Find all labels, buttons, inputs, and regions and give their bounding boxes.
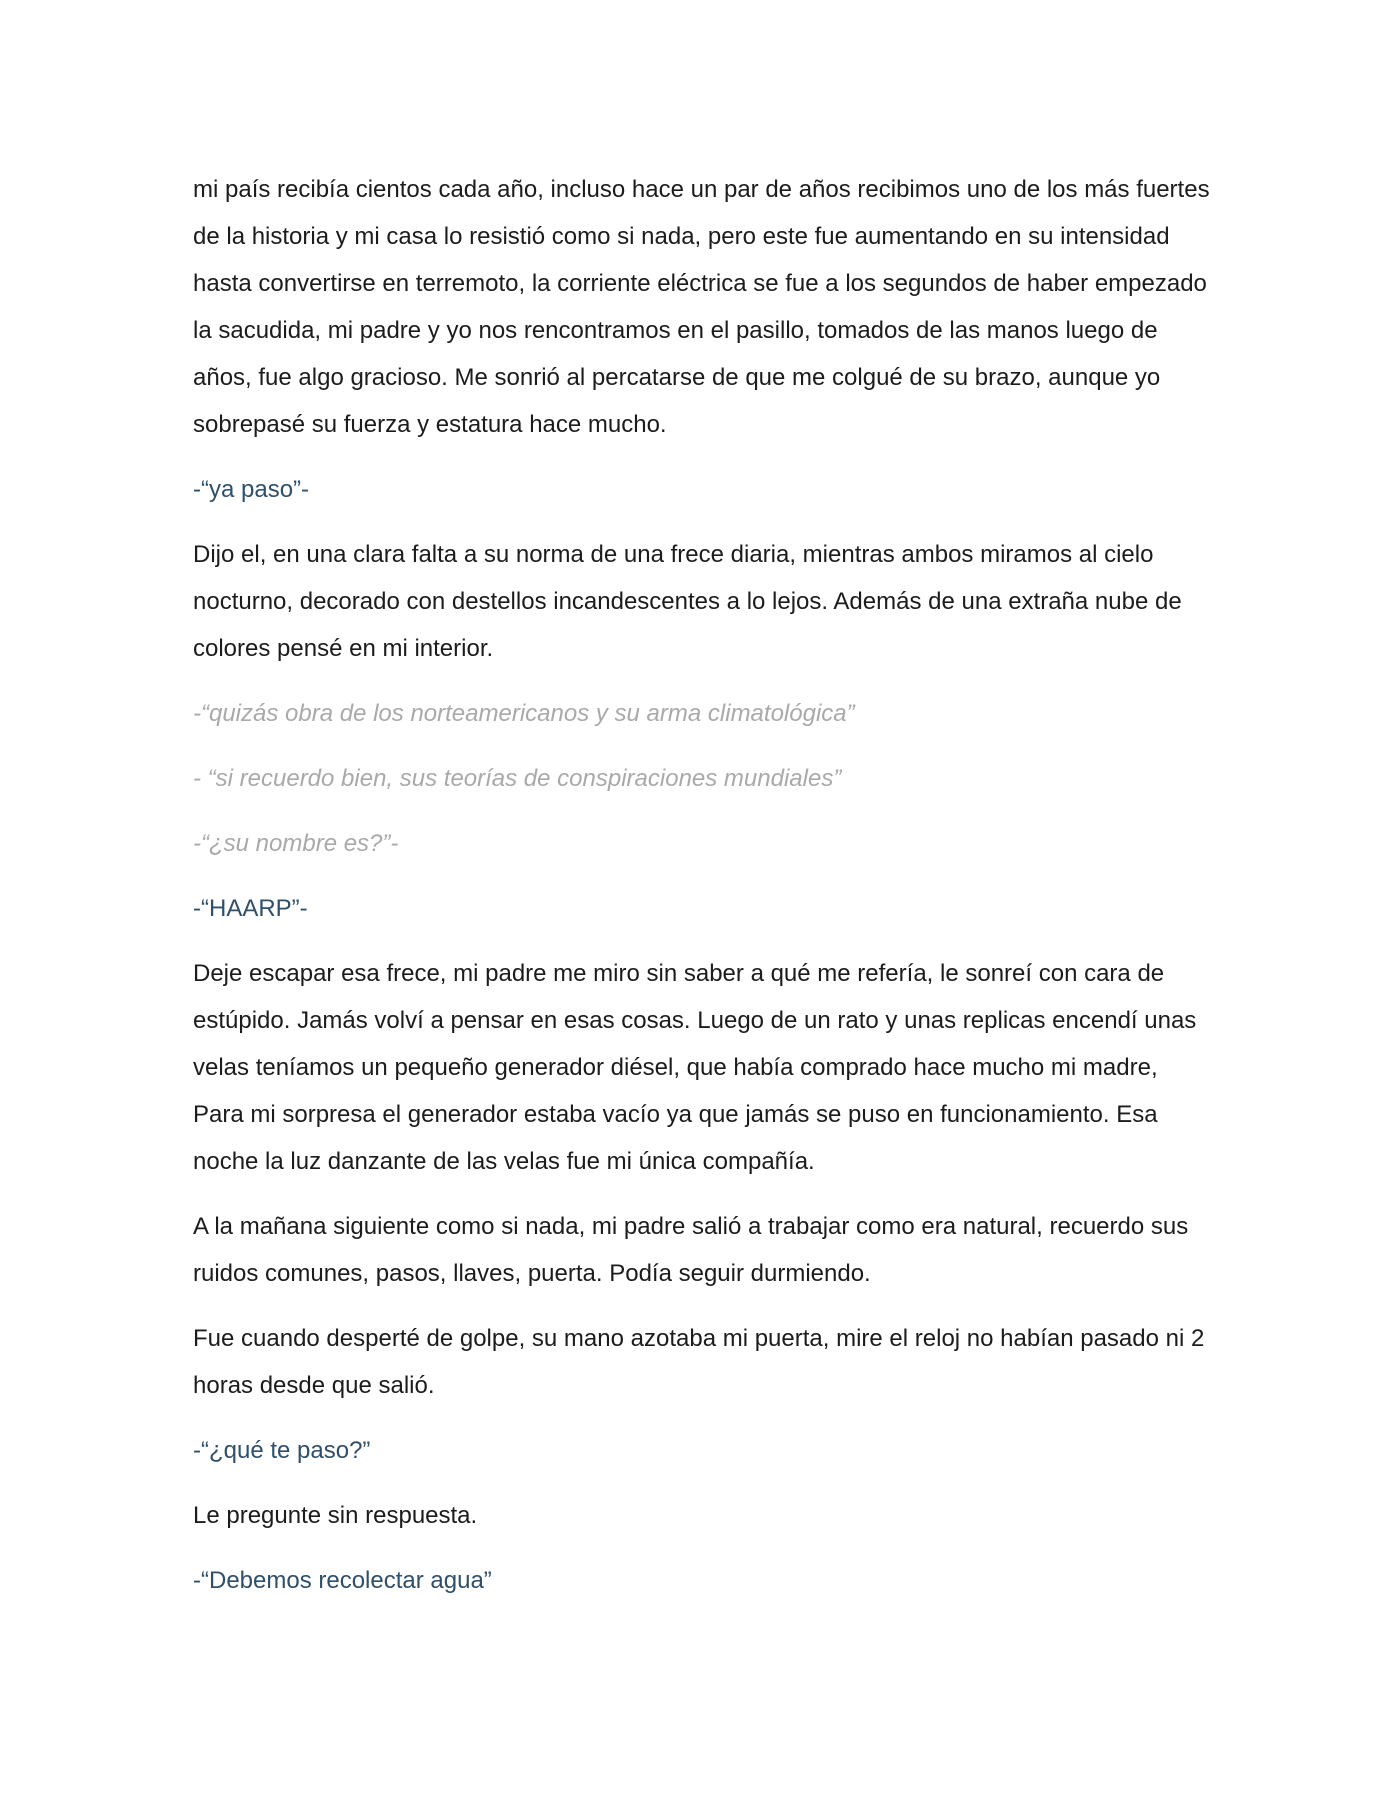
dialogue-line: -“HAARP”- bbox=[193, 895, 308, 922]
narration-paragraph: Dijo el, en una clara falta a su norma de una frece diaria, mientras ambos miramos al cielo nocturno, decorado con destellos incandescentes a lo lejos. Además de una extraña nube de colores pensé en mi interior. bbox=[193, 541, 1182, 662]
document-body bbox=[193, 166, 1213, 1622]
dialogue-line: -“¿qué te paso?” bbox=[193, 1437, 371, 1464]
dialogue-line: -“Debemos recolectar agua” bbox=[193, 1567, 492, 1594]
dialogue-line: -“ya paso”- bbox=[193, 476, 310, 503]
narration-paragraph: mi país recibía cientos cada año, incluso hace un par de años recibimos uno de los más fuertes de la historia y mi casa lo resistió como si nada, pero este fue aumentando en su intensidad hasta convertirse en terremoto, la corriente eléctrica se fue a los segundos de haber empezado la sacudida, mi padre y yo nos rencontramos en el pasillo, tomados de las manos luego de años, fue algo gracioso. Me sonrió al percatarse de que me colgué de su brazo, aunque yo sobrepasé su fuerza y estatura hace mucho. bbox=[193, 176, 1210, 438]
narration-paragraph: Le pregunte sin respuesta. bbox=[193, 1502, 478, 1529]
narration-paragraph: A la mañana siguiente como si nada, mi padre salió a trabajar como era natural, recuerdo sus ruidos comunes, pasos, llaves, puerta. Podía seguir durmiendo. bbox=[193, 1213, 1189, 1287]
narration-paragraph: Fue cuando desperté de golpe, su mano azotaba mi puerta, mire el reloj no habían pasado ni 2 horas desde que salió. bbox=[193, 1325, 1205, 1399]
thought-line: - “si recuerdo bien, sus teorías de conspiraciones mundiales” bbox=[193, 765, 842, 792]
narration-paragraph: Deje escapar esa frece, mi padre me miro sin saber a qué me refería, le sonreí con cara de estúpido. Jamás volví a pensar en esas cosas. Luego de un rato y unas replicas encendí unas velas teníamos un pequeño generador diésel, que había comprado hace mucho mi madre, Para mi sorpresa el generador estaba vacío ya que jamás se puso en funcionamiento. Esa noche la luz danzante de las velas fue mi única compañía. bbox=[193, 960, 1197, 1175]
thought-line: -“quizás obra de los norteamericanos y su arma climatológica” bbox=[193, 700, 855, 727]
thought-line: -“¿su nombre es?”- bbox=[193, 830, 399, 857]
